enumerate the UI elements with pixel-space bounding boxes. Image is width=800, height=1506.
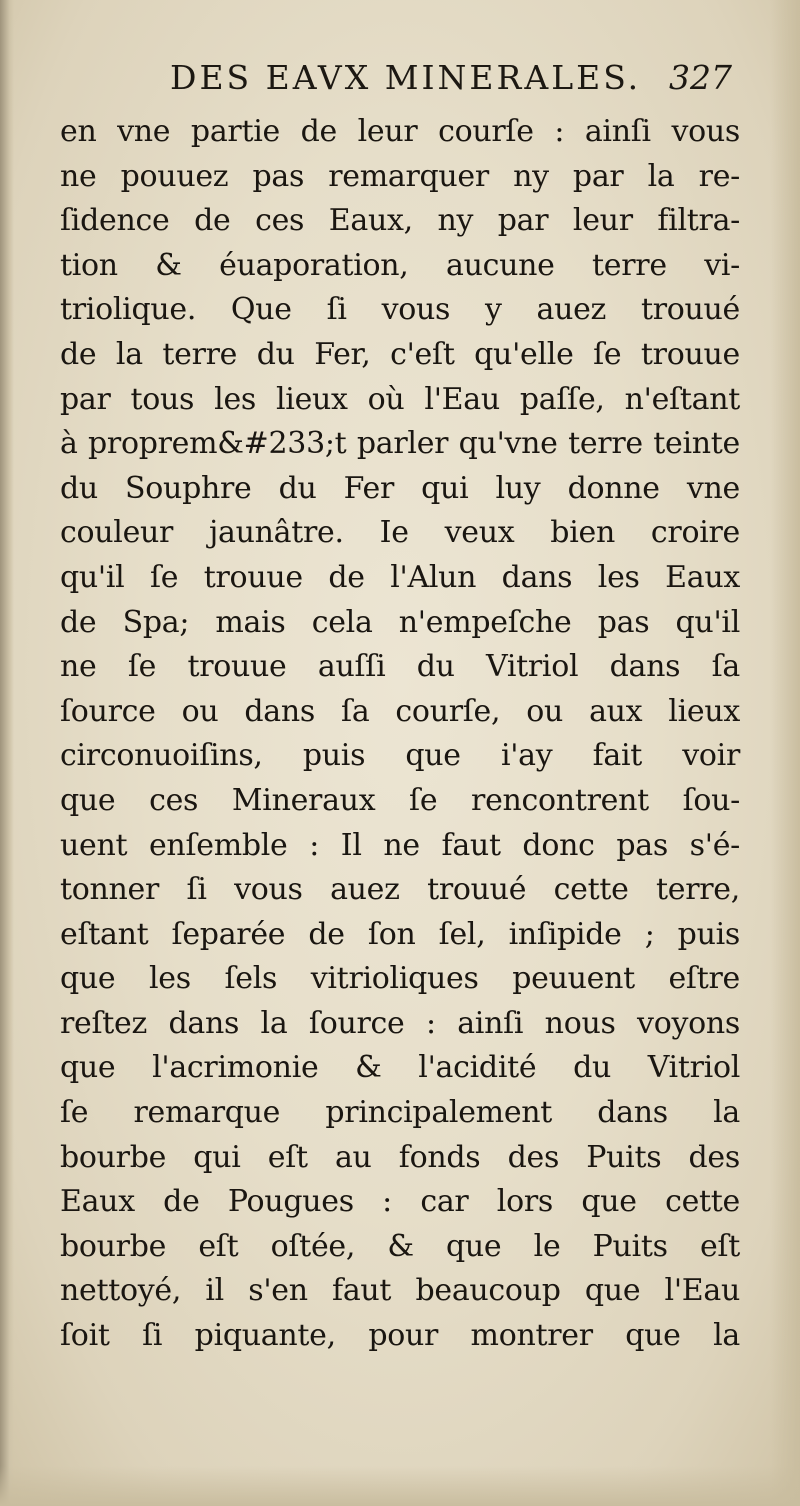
- text-line: en vne partie de leur courſe : ainſi vous: [60, 114, 740, 149]
- page-header: [170, 58, 740, 108]
- text-line: triolique. Que ſi vous y auez trouué: [60, 292, 740, 328]
- text-line: que l'acrimonie & l'acidité du Vitriol: [60, 1050, 740, 1086]
- text-line: bourbe qui eſt au fonds des Puits des: [60, 1139, 740, 1175]
- text-line: du Souphre du Fer qui luy donne vne: [60, 470, 740, 506]
- page-edge-right: [770, 0, 800, 1506]
- text-line: qu'il ſe trouue de l'Alun dans les Eaux: [60, 559, 740, 595]
- text-line: ſe remarque principalement dans la: [60, 1095, 740, 1131]
- page-edge-bottom: [0, 1466, 800, 1506]
- running-head: DES EAVX MINERALES.: [170, 58, 642, 97]
- text-line: à proprem&#233;t parler qu'vne terre teinte: [60, 426, 740, 462]
- text-line: nettoyé, il s'en faut beaucoup que l'Eau: [60, 1273, 740, 1309]
- text-line: que les ſels vitrioliques peuuent eſtre: [60, 961, 740, 997]
- text-line: tonner ſi vous auez trouué cette terre,: [60, 872, 740, 908]
- text-line: reſtez dans la ſource : ainſi nous voyons: [60, 1005, 740, 1041]
- text-line: eſtant ſeparée de ſon ſel, inſipide ; puis: [60, 916, 740, 952]
- text-line: uent enſemble : Il ne faut donc pas s'é-: [60, 827, 740, 863]
- text-line: que ces Mineraux ſe rencontrent ſou-: [60, 782, 740, 818]
- text-line: ſoit ſi piquante, pour montrer que la: [60, 1318, 740, 1354]
- page-number: 327: [669, 58, 732, 97]
- body-text: [60, 110, 740, 1359]
- text-line: ne ſe trouue auſſi du Vitriol dans ſa: [60, 649, 740, 685]
- text-line: bourbe eſt oſtée, & que le Puits eſt: [60, 1228, 740, 1264]
- text-line: Eaux de Pougues : car lors que cette: [60, 1184, 740, 1220]
- text-line: de la terre du Fer, c'eſt qu'elle ſe trouue: [60, 336, 740, 372]
- text-line: ſidence de ces Eaux, ny par leur filtra-: [60, 203, 740, 239]
- page-gutter-shadow: [0, 0, 14, 1506]
- text-line: tion & éuaporation, aucune terre vi-: [60, 247, 740, 283]
- text-line: par tous les lieux où l'Eau paſſe, n'eſtant: [60, 381, 740, 417]
- text-line: circonuoiſins, puis que i'ay fait voir: [60, 738, 740, 774]
- text-line: couleur jaunâtre. Ie veux bien croire: [60, 515, 740, 551]
- text-line: ne pouuez pas remarquer ny par la re-: [60, 158, 740, 194]
- text-line: de Spa; mais cela n'empeſche pas qu'il: [60, 604, 740, 640]
- text-line: ſource ou dans ſa courſe, ou aux lieux: [60, 693, 740, 729]
